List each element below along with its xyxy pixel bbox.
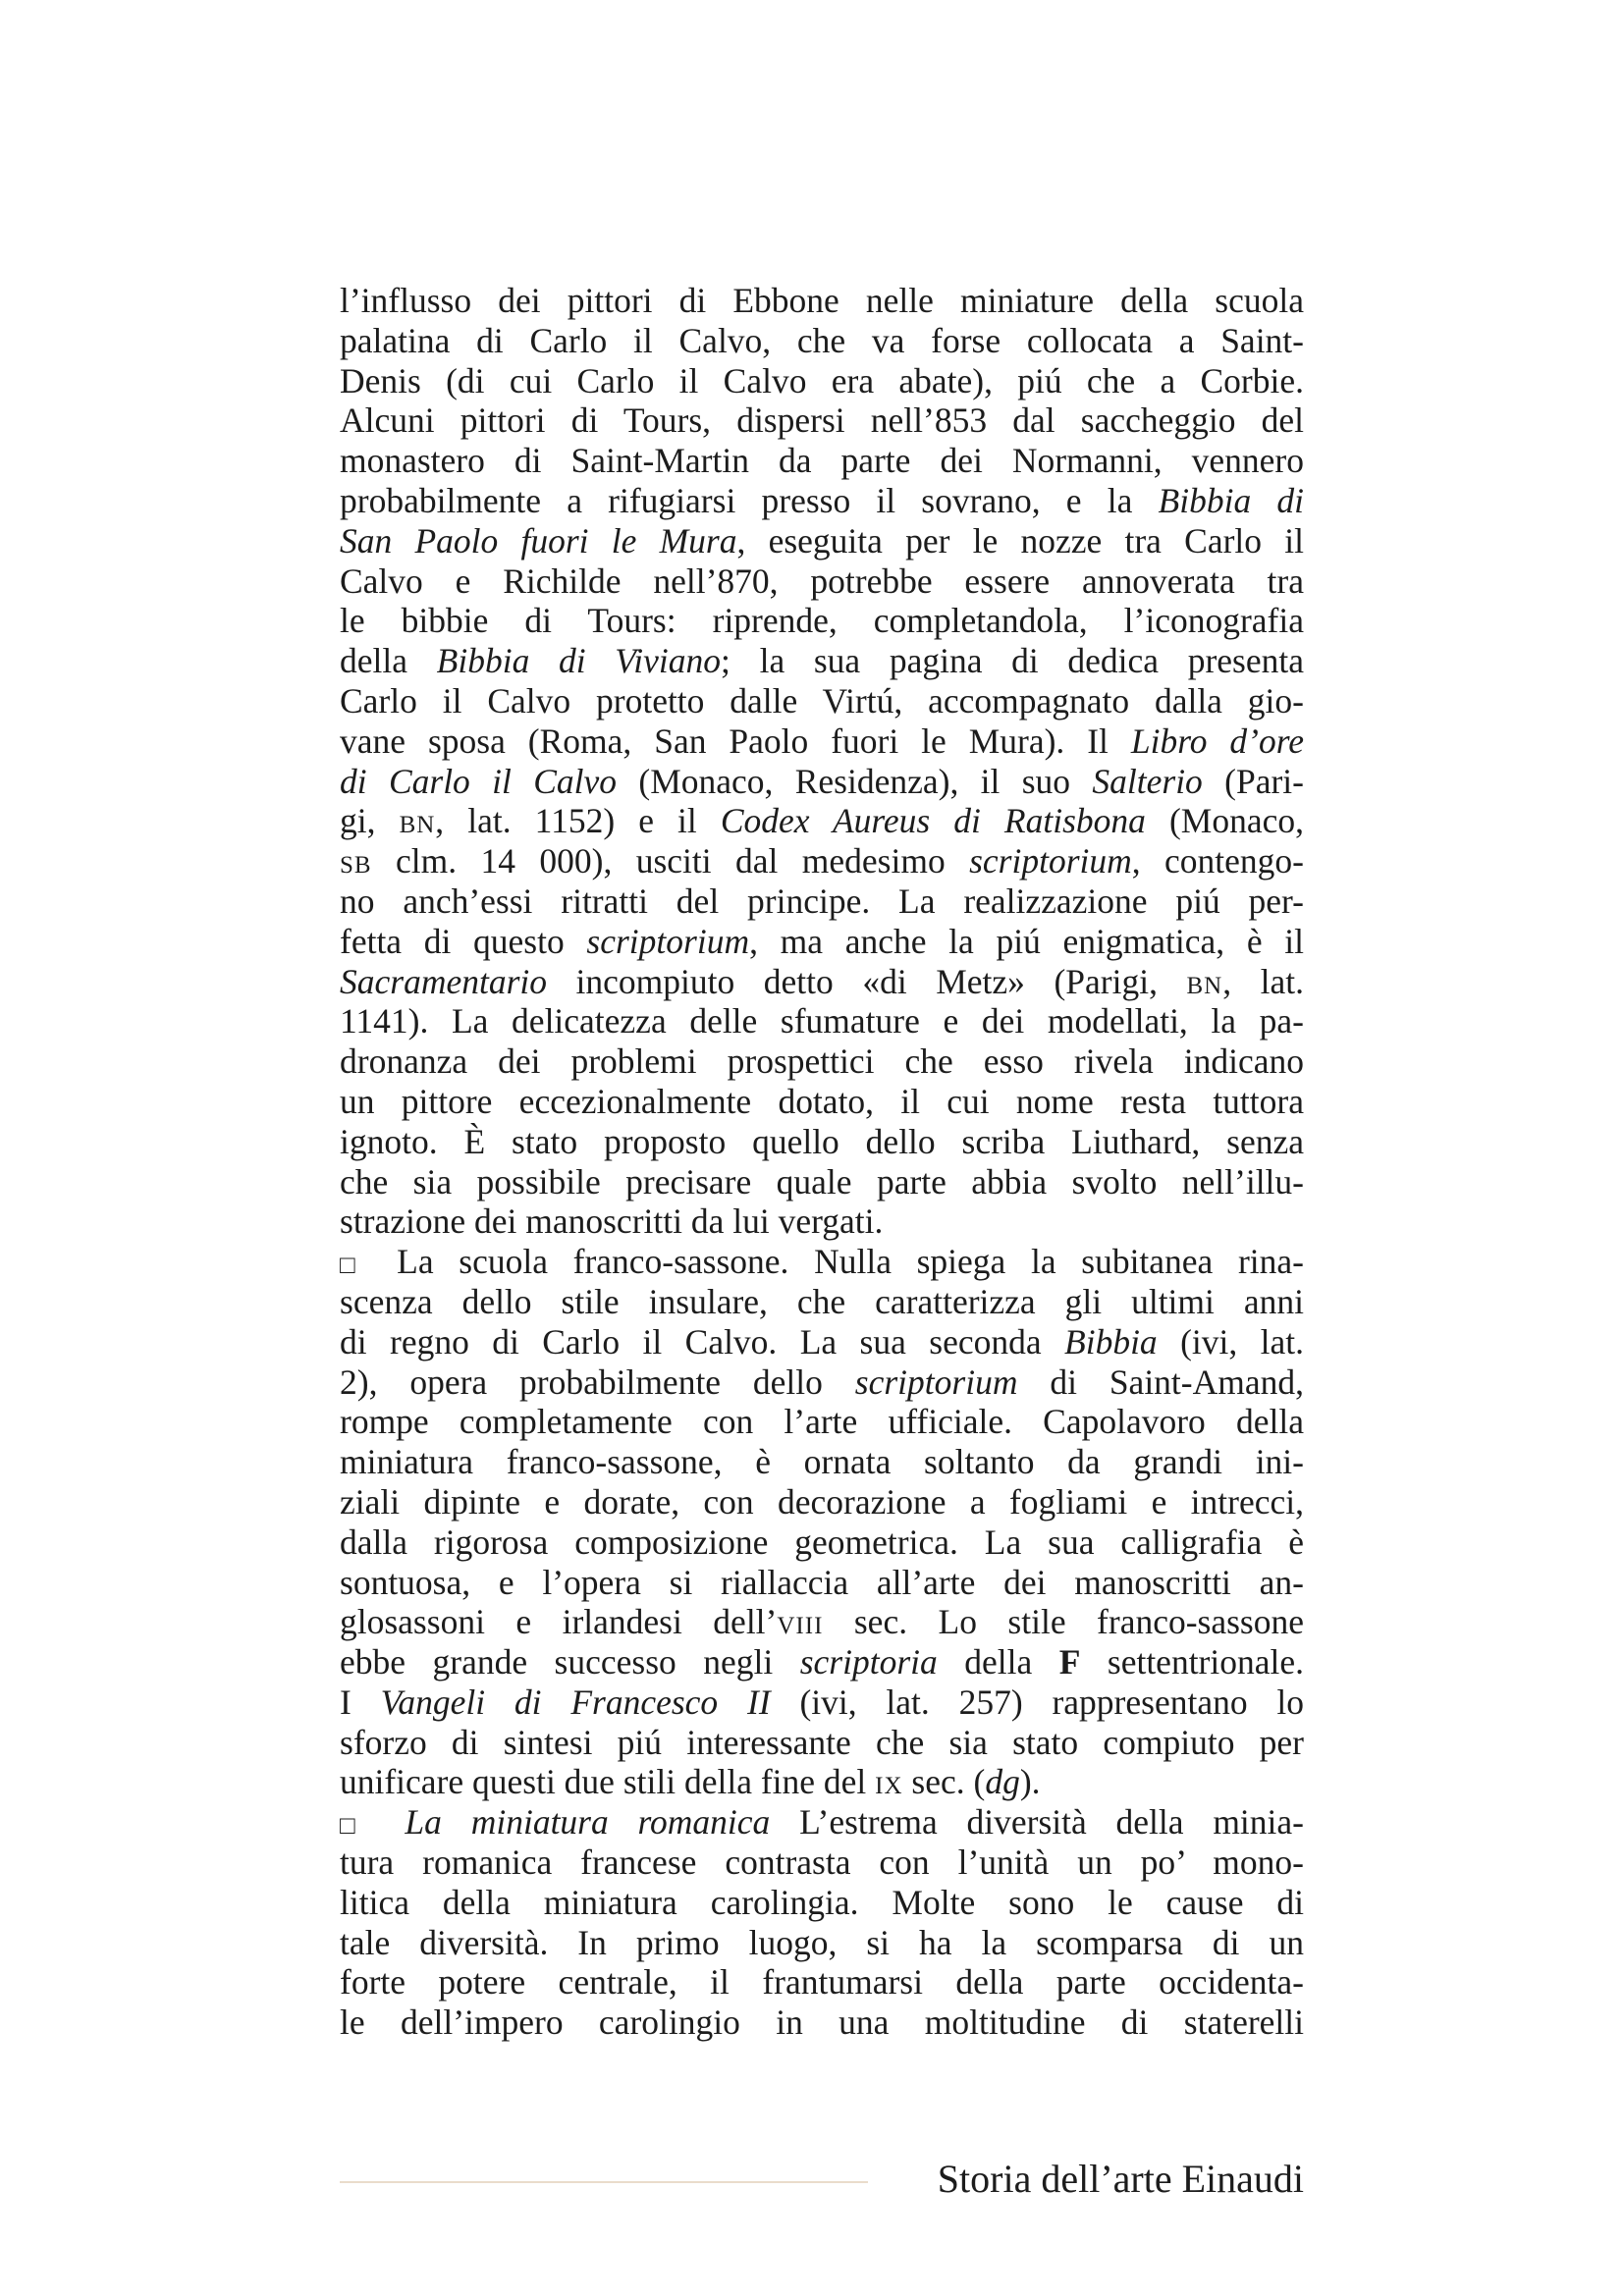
text-line [340, 1522, 1304, 1563]
text-run: (Monaco, Residenza), il suo [617, 761, 1093, 801]
text-line [340, 321, 1304, 361]
text-line [340, 922, 1304, 962]
text-run: un pittore eccezionalmente dotato, il cui nome resta tuttora [340, 1081, 1304, 1121]
text-line [340, 841, 1304, 881]
text-run: di Carlo il Calvo [340, 761, 618, 801]
text-run: scriptorium [969, 841, 1132, 881]
text-line [340, 361, 1304, 401]
section-marker-icon: □ [340, 1811, 376, 1841]
text-run: sec. ( [902, 1762, 986, 1802]
text-run: Carlo il Calvo protetto dalle Virtú, accompagnato dalla gio- [340, 680, 1304, 721]
section-marker-icon: □ [340, 1251, 372, 1280]
text-run: sec. Lo stile franco-sassone [823, 1602, 1304, 1642]
text-run: clm. 14 000), usciti dal medesimo [371, 841, 970, 881]
text-run: dg [985, 1762, 1020, 1802]
text-run: le dell’impero carolingio in una moltitudine di staterelli [340, 2002, 1304, 2043]
text-run: (Pari- [1202, 761, 1304, 801]
text-run: dalla rigorosa composizione geometrica. La sua calligrafia è [340, 1522, 1304, 1562]
text-run: miniatura franco-sassone, è ornata soltanto da grandi ini- [340, 1442, 1304, 1482]
text-line [340, 641, 1304, 681]
text-run: sforzo di sintesi piú interessante che sia stato compiuto per [340, 1722, 1304, 1762]
text-line [340, 762, 1304, 802]
text-run: forte potere centrale, il frantumarsi della parte occidenta- [340, 1962, 1304, 2002]
text-run: monastero di Saint-Martin da parte dei Normanni, vennero [340, 441, 1304, 481]
text-line [340, 1802, 1304, 1842]
text-run: 1141). La delicatezza delle sfumature e dei modellati, la pa- [340, 1001, 1304, 1041]
text-run: , eseguita per le nozze tra Carlo il [736, 520, 1304, 561]
text-line [340, 1402, 1304, 1442]
text-line [340, 1962, 1304, 2002]
text-line [340, 1322, 1304, 1362]
text-run: ; la sua pagina di dedica presenta [721, 641, 1304, 681]
text-run: vane sposa (Roma, San Paolo fuori le Mura). Il [340, 721, 1131, 761]
text-run: della [937, 1642, 1059, 1682]
text-run: bn [1186, 961, 1223, 1001]
text-line [340, 1122, 1304, 1162]
text-run: Codex Aureus di Ratisbona [720, 801, 1146, 841]
text-run: tura romanica francese contrasta con l’unità un po’ mono- [340, 1842, 1304, 1883]
text-run: glosassoni e irlandesi dell’ [340, 1602, 778, 1642]
text-line [340, 1282, 1304, 1322]
text-line [340, 801, 1304, 841]
text-run: ). [1019, 1762, 1041, 1802]
text-line [340, 1201, 1304, 1242]
text-line [340, 2002, 1304, 2043]
text-run: sontuosa, e l’opera si riallaccia all’arte dei manoscritti an- [340, 1562, 1304, 1602]
text-run: di Saint-Amand, [1017, 1362, 1304, 1402]
text-run: Sacramentario [340, 961, 548, 1001]
text-line [340, 1883, 1304, 1923]
text-run: viii [777, 1602, 824, 1642]
text-line [340, 1242, 1304, 1282]
text-run: di regno di Carlo il Calvo. La sua seconda [340, 1321, 1065, 1362]
text-run: scriptorium [586, 921, 750, 961]
text-line [340, 721, 1304, 762]
text-run: ebbe grande successo negli [340, 1642, 800, 1682]
text-run: scriptoria [799, 1642, 938, 1682]
text-line [340, 1842, 1304, 1883]
text-run: 2), opera probabilmente dello [340, 1362, 855, 1402]
text-run: sb [340, 841, 372, 881]
text-line [340, 881, 1304, 922]
text-run: settentrionale. [1080, 1642, 1304, 1682]
text-line [340, 1442, 1304, 1482]
text-run: Denis (di cui Carlo il Calvo era abate), piú che a Corbie. [340, 360, 1304, 400]
text-run: Libro d’ore [1130, 721, 1304, 761]
text-run: bn [399, 801, 436, 841]
text-line [340, 1682, 1304, 1723]
footer-title: Storia dell’arte Einaudi [937, 2157, 1304, 2201]
text-run: La scuola franco-sassone. Nulla spiega la subitanea rina- [371, 1242, 1304, 1282]
text-run: incompiuto detto «di Metz» (Parigi, [547, 961, 1187, 1001]
text-run: ignoto. È stato proposto quello dello scriba Liuthard, senza [340, 1121, 1304, 1161]
text-line [340, 481, 1304, 521]
text-line [340, 1602, 1304, 1642]
text-line [340, 962, 1304, 1002]
text-run: no anch’essi ritratti del principe. La realizzazione piú per- [340, 881, 1304, 921]
text-line [340, 521, 1304, 561]
text-line [340, 281, 1304, 321]
text-run: (Monaco, [1145, 801, 1304, 841]
text-run: dronanza dei problemi prospettici che esso rivela indicano [340, 1041, 1304, 1082]
text-run [376, 1802, 406, 1842]
text-run: tale diversità. In primo luogo, si ha la scomparsa di un [340, 1922, 1304, 1962]
text-run: San Paolo fuori le Mura [340, 520, 737, 561]
text-line [340, 441, 1304, 481]
text-line [340, 1762, 1304, 1802]
text-run: palatina di Carlo il Calvo, che va forse collocata a Saint- [340, 320, 1304, 360]
text-run: litica della miniatura carolingia. Molte sono le cause di [340, 1882, 1304, 1922]
text-run: L’estrema diversità della minia- [770, 1802, 1304, 1842]
text-run: strazione dei manoscritti da lui vergati. [340, 1201, 884, 1242]
text-line [340, 601, 1304, 641]
text-line [340, 1563, 1304, 1603]
text-run: unificare questi due stili della fine del [340, 1762, 876, 1802]
text-run: gi, [340, 801, 400, 841]
text-run: Salterio [1092, 761, 1203, 801]
text-run: Calvo e Richilde nell’870, potrebbe essere annoverata tra [340, 561, 1304, 601]
text-run: , ma anche la piú enigmatica, è il [749, 921, 1304, 961]
text-run: (ivi, lat. [1157, 1321, 1305, 1362]
text-run: Bibbia di Viviano [436, 641, 722, 681]
text-run: che sia possibile precisare quale parte abbia svolto nell’illu- [340, 1161, 1304, 1201]
text-run: le bibbie di Tours: riprende, completandola, l’iconografia [340, 601, 1304, 641]
text-run: l’influsso dei pittori di Ebbone nelle miniature della scuola [340, 281, 1304, 320]
text-line [340, 1642, 1304, 1682]
text-line [340, 681, 1304, 721]
text-line [340, 1482, 1304, 1522]
body-text [340, 281, 1304, 2043]
text-run: scenza dello stile insulare, che caratterizza gli ultimi anni [340, 1281, 1304, 1321]
text-line [340, 1041, 1304, 1082]
text-run: rompe completamente con l’arte ufficiale. Capolavoro della [340, 1402, 1304, 1442]
text-run: scriptorium [854, 1362, 1018, 1402]
text-run: ix [875, 1762, 903, 1802]
text-line [340, 561, 1304, 602]
text-run: I [340, 1682, 381, 1722]
text-run: F [1058, 1642, 1081, 1682]
text-run: Bibbia [1064, 1321, 1158, 1362]
text-run: Bibbia di [1158, 480, 1304, 520]
text-run: fetta di questo [340, 921, 587, 961]
text-line [340, 1723, 1304, 1763]
text-run: , lat. 1152) e il [435, 801, 721, 841]
text-line [340, 1362, 1304, 1403]
text-run: La miniatura romanica [405, 1802, 771, 1842]
text-line [340, 1162, 1304, 1202]
text-line [340, 1923, 1304, 1963]
text-run: (ivi, lat. 257) rappresentano lo [770, 1682, 1304, 1722]
text-run: probabilmente a rifugiarsi presso il sovrano, e la [340, 480, 1159, 520]
text-run: della [340, 641, 437, 681]
footer-rule [340, 2181, 868, 2183]
text-line [340, 1082, 1304, 1122]
text-line [340, 400, 1304, 441]
text-run: Alcuni pittori di Tours, dispersi nell’853 dal saccheggio del [340, 400, 1304, 441]
text-run: , lat. [1222, 961, 1304, 1001]
text-run: ziali dipinte e dorate, con decorazione a fogliami e intrecci, [340, 1481, 1304, 1522]
text-line [340, 1001, 1304, 1041]
text-run: , contengo- [1131, 841, 1304, 881]
text-run: Vangeli di Francesco II [380, 1682, 771, 1722]
